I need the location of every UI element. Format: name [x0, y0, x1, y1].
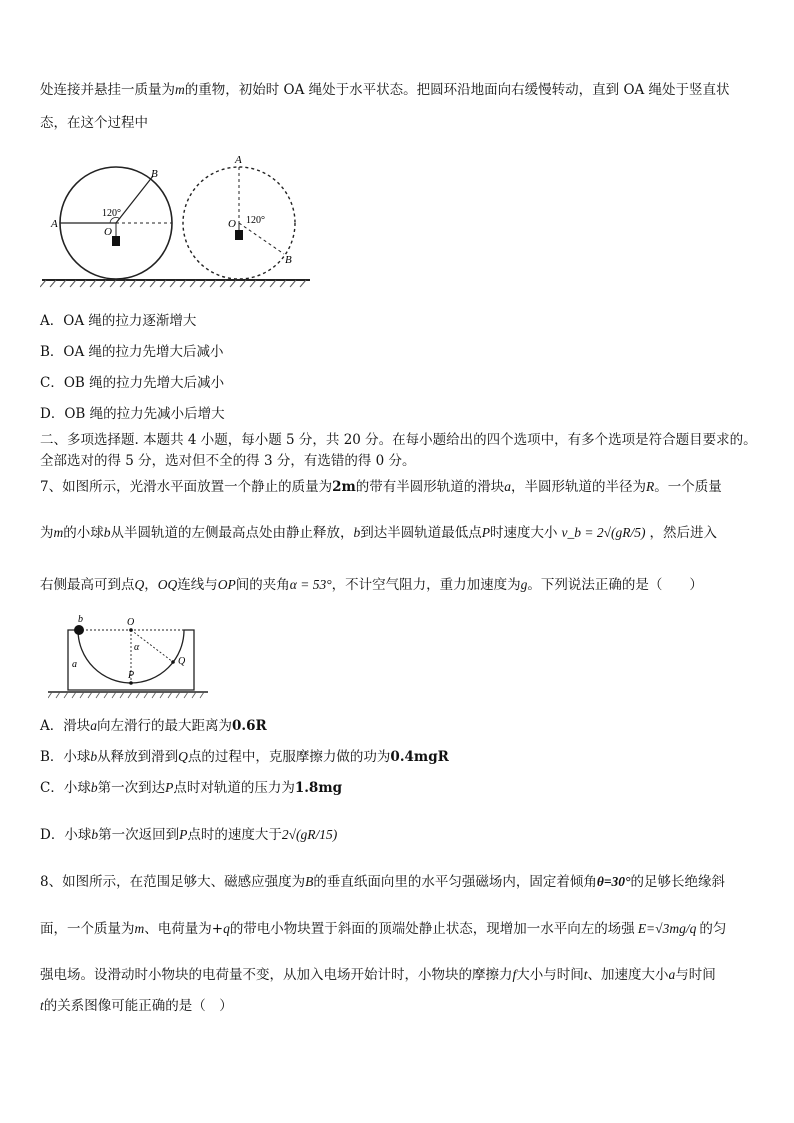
label-a-final: A — [235, 154, 242, 166]
text: B．小球 — [40, 749, 91, 765]
q7-line-1 — [40, 477, 722, 497]
q7-line-2 — [40, 523, 717, 543]
label-q: Q — [178, 656, 186, 667]
value: 1.8mg — [294, 780, 343, 796]
q8-line-3 — [40, 965, 716, 985]
ring-figure — [40, 150, 320, 290]
q7-option-c — [40, 778, 342, 798]
var-P: P — [165, 780, 174, 795]
point-o — [129, 628, 133, 632]
text: 的小球 — [63, 525, 104, 541]
text: 的关系图像可能正确的是（ ） — [43, 998, 233, 1014]
text: 的重物，初始时 OA 绳处于水平状态。把圆环沿地面向右缓慢转动，直到 OA 绳处于竖直状 — [184, 82, 730, 98]
var-m: m — [175, 82, 185, 97]
text: 的匀 — [699, 921, 727, 937]
var-b: b — [353, 525, 361, 540]
var-q: q — [223, 921, 230, 936]
label-o-final: O — [228, 218, 236, 230]
text: 到达半圆轨道最低点 — [360, 525, 482, 541]
text: ，半圆形轨道的半径为 — [511, 479, 647, 495]
text: 面，一个质量为 — [40, 921, 135, 937]
point-p — [129, 681, 133, 685]
text: 时速度大小 — [490, 525, 558, 541]
var-Q: Q — [134, 577, 145, 592]
text: 。一个质量 — [654, 479, 722, 495]
label-a: a — [72, 659, 77, 670]
track-figure — [48, 612, 213, 702]
text: 态，在这个过程中 — [40, 115, 148, 131]
var-B: B — [305, 874, 314, 889]
text: 8、如图所示，在范围足够大、磁感应强度为 — [40, 874, 306, 890]
rope-ob-final — [239, 223, 284, 254]
text: ， — [144, 577, 158, 593]
var-P: P — [179, 827, 188, 842]
text: 、加速度大小 — [587, 967, 669, 983]
prev-question-line-2 — [40, 113, 148, 133]
prev-option-c: C．OB 绳的拉力先增大后减小 — [40, 375, 225, 391]
label-b: b — [78, 614, 83, 625]
formula-alpha: α = 53° — [289, 577, 332, 592]
var-m: m — [53, 525, 64, 540]
label-alpha: α — [134, 642, 140, 653]
text: 从释放到滑到 — [97, 749, 179, 765]
var-a: a — [90, 718, 97, 733]
text: 右侧最高可到点 — [40, 577, 135, 593]
q8-line-4 — [40, 996, 233, 1016]
var-t: t — [40, 998, 44, 1013]
var-b: b — [90, 749, 98, 764]
formula-vd: 2√(gR/15) — [281, 827, 338, 842]
text: 、电荷量为+ — [144, 921, 224, 937]
section2-line-1: 二、多项选择题. 本题共 4 小题，每小题 5 分，共 20 分。在每小题给出的四个选项中，有多个选项是符合题目要求的。 — [40, 432, 757, 448]
label-a: A — [51, 218, 58, 230]
var-g: g — [520, 577, 528, 592]
text: 从半圆轨道的左侧最高点处由静止释放， — [110, 525, 354, 541]
label-angle: 120° — [102, 208, 121, 219]
text: 为 — [40, 525, 54, 541]
section2-line-2: 全部选对的得 5 分，选对但不全的得 3 分，有选错的得 0 分。 — [40, 453, 416, 469]
formula-vb: v_b = 2√(gR/5) — [561, 525, 646, 540]
label-o: O — [127, 617, 135, 628]
var-m: m — [134, 921, 145, 936]
var-a: a — [668, 967, 676, 982]
var-Q: Q — [178, 749, 188, 764]
weight-block — [112, 236, 120, 246]
label-o: O — [104, 226, 112, 238]
q7-option-a — [40, 716, 267, 736]
var-R: R — [646, 479, 655, 494]
ground-hatching — [40, 280, 306, 287]
text: 处连接并悬挂一质量为 — [40, 82, 175, 98]
var-t: t — [583, 967, 588, 982]
var-P: P — [481, 525, 490, 540]
formula-e: E=√3mg/q — [637, 921, 697, 936]
var-f: f — [512, 967, 517, 982]
prev-option-b: B．OA 绳的拉力先增大后减小 — [40, 344, 224, 360]
text: 第一次到达 — [97, 780, 166, 796]
var-OP: OP — [217, 577, 236, 592]
text: 点的过程中，克服摩擦力做的功为 — [187, 749, 391, 765]
ball-b — [74, 625, 84, 635]
var-OQ: OQ — [157, 577, 178, 592]
var-b: b — [103, 525, 111, 540]
prev-option-a: A．OA 绳的拉力逐渐增大 — [40, 313, 197, 329]
text: 的带有半圆形轨道的滑块 — [355, 479, 505, 495]
text: ，然后进入 — [649, 525, 717, 541]
weight-block-final — [235, 230, 243, 240]
label-p: P — [128, 670, 135, 681]
text: 强电场。设滑动时小物块的电荷量不变，从加入电场开始计时，小物块的摩擦力 — [40, 967, 513, 983]
label-b-final: B — [285, 254, 292, 266]
text: 的足够长绝缘斜 — [630, 874, 725, 890]
q8-line-2 — [40, 919, 726, 939]
text: 7、如图所示，光滑水平面放置一个静止的质量为 — [40, 479, 333, 495]
ground-hatching — [48, 692, 204, 698]
text: C．小球 — [40, 780, 91, 796]
label-angle-final: 120° — [246, 215, 265, 226]
prev-option-d: D．OB 绳的拉力先减小后增大 — [40, 406, 225, 422]
text: 的带电小物块置于斜面的顶端处静止状态，现增加一水平向左的场强 — [229, 921, 635, 937]
formula-theta: θ=30° — [596, 874, 631, 889]
var-a: a — [504, 479, 512, 494]
var-b: b — [90, 780, 98, 795]
label-b: B — [151, 168, 158, 180]
var-2m: 2m — [332, 479, 356, 495]
prev-question-line-1 — [40, 80, 730, 100]
text: 间的夹角 — [235, 577, 290, 593]
point-q — [171, 660, 175, 664]
q7-option-d — [40, 825, 337, 845]
q8-line-1 — [40, 872, 725, 892]
q7-option-b — [40, 747, 449, 767]
value: 0.6R — [232, 718, 267, 734]
var-b: b — [91, 827, 99, 842]
text: A．滑块 — [40, 718, 91, 734]
text: 的垂直纸面向里的水平匀强磁场内，固定着倾角 — [313, 874, 597, 890]
value: 0.4mgR — [390, 749, 449, 765]
text: 与时间 — [675, 967, 716, 983]
text: 向左滑行的最大距离为 — [97, 718, 232, 734]
text: 大小与时间 — [516, 967, 584, 983]
text: ，不计空气阻力，重力加速度为 — [331, 577, 521, 593]
text: 第一次返回到 — [98, 827, 180, 843]
rope-ob — [116, 176, 153, 223]
text: 。下列说法正确的是（ ） — [527, 577, 703, 593]
text: 连线与 — [177, 577, 218, 593]
q7-line-3 — [40, 575, 703, 595]
text: D．小球 — [40, 827, 92, 843]
text: 点时对轨道的压力为 — [173, 780, 295, 796]
text: 点时的速度大于 — [187, 827, 282, 843]
